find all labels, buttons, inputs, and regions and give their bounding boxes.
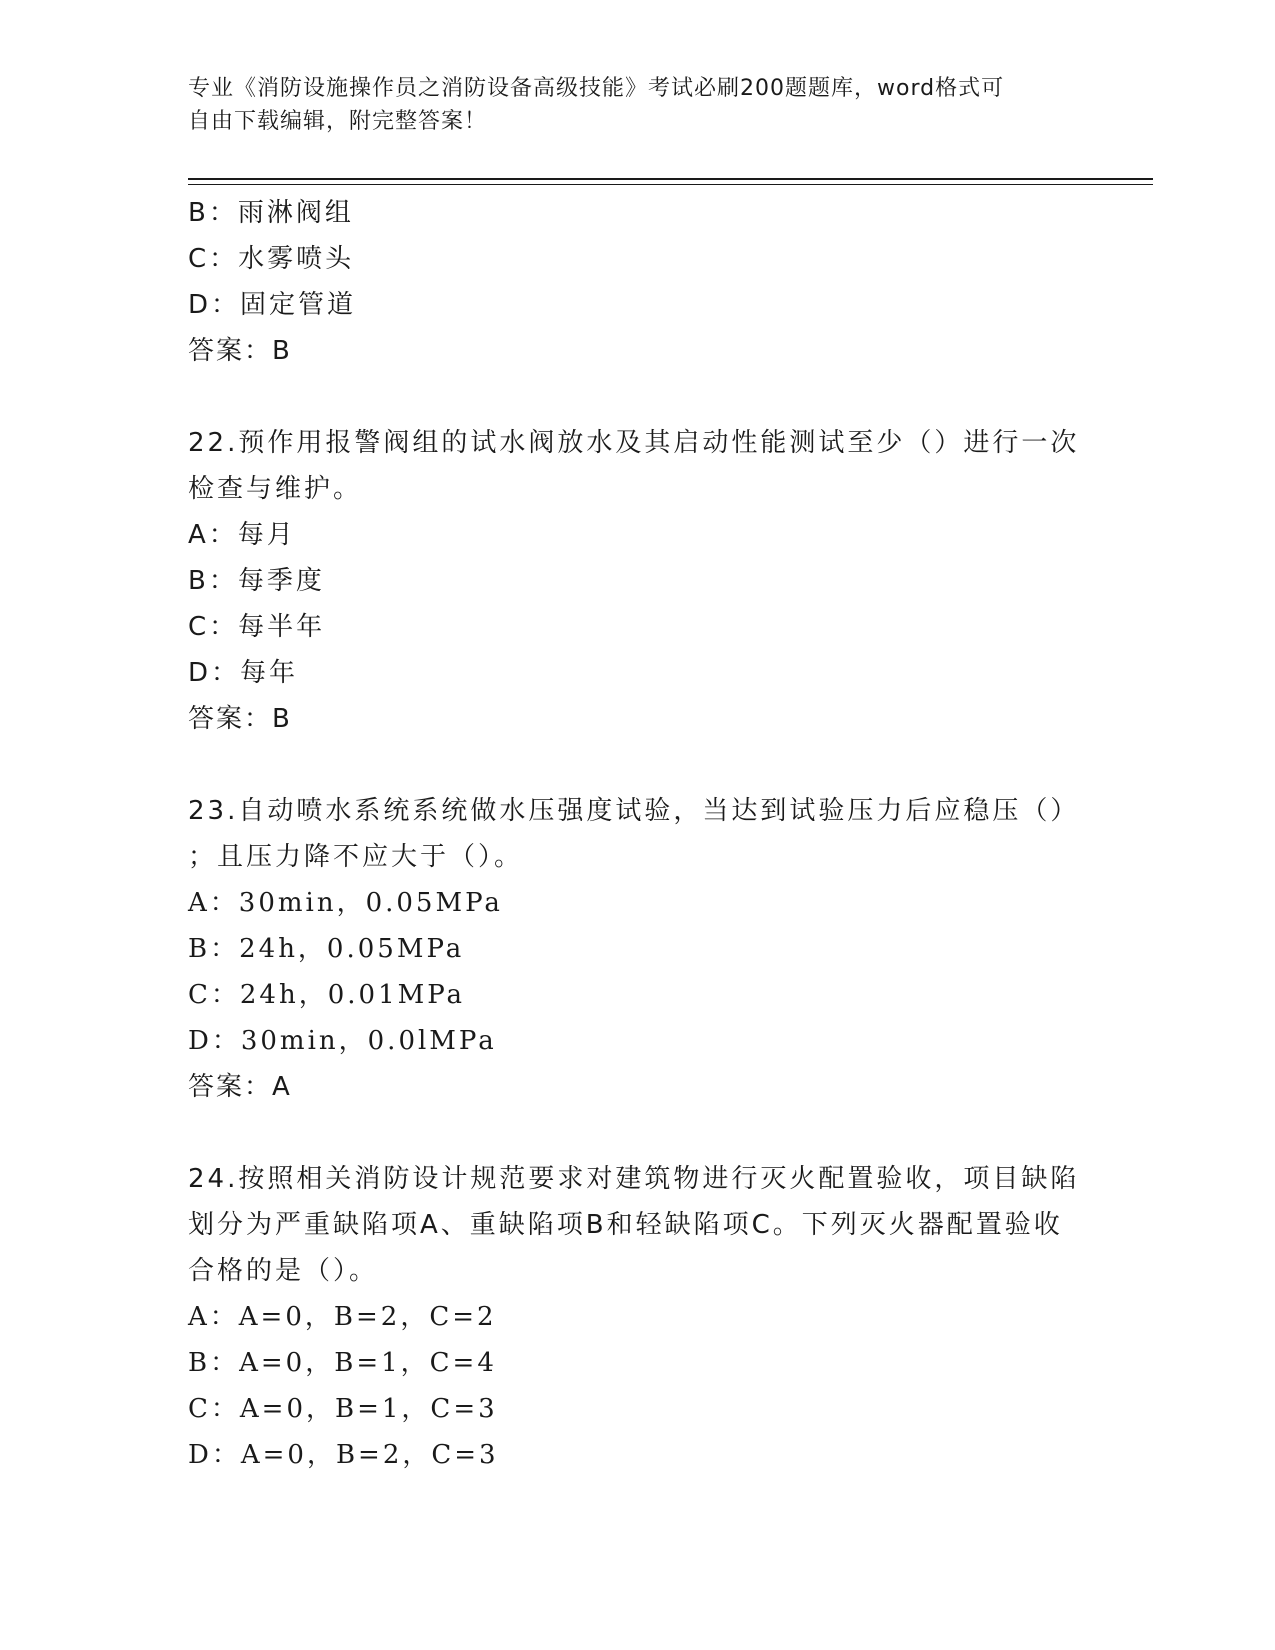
option-a: A：30min，0.05MPa	[188, 888, 503, 918]
option-c: C：水雾喷头	[188, 244, 355, 274]
option-b: B：24h，0.05MPa	[188, 934, 465, 964]
option-c: C：24h，0.01MPa	[188, 980, 466, 1010]
question-text-line: 22.预作用报警阀组的试水阀放水及其启动性能测试至少（）进行一次	[188, 428, 1080, 458]
question-text-line: 划分为严重缺陷项A、重缺陷项B和轻缺陷项C。下列灭火器配置验收	[188, 1210, 1063, 1240]
header-line-1: 专业《消防设施操作员之消防设备高级技能》考试必刷200题题库，word格式可	[188, 76, 1005, 101]
question-text-line: ；且压力降不应大于（）。	[188, 842, 524, 872]
document-header	[188, 72, 1068, 138]
header-line-2: 自由下载编辑，附完整答案！	[188, 109, 488, 134]
header-rule-thick	[188, 178, 1153, 180]
option-d: D：30min，0.0lMPa	[188, 1026, 497, 1056]
answer: 答案：B	[188, 704, 292, 734]
spacer	[188, 374, 1078, 420]
question-23	[188, 788, 1078, 1110]
option-c: C：A=0，B=1，C=3	[188, 1394, 498, 1424]
question-text-line: 24.按照相关消防设计规范要求对建筑物进行灭火配置验收，项目缺陷	[188, 1164, 1080, 1194]
header-rule-thin	[188, 184, 1153, 185]
question-text-line: 检查与维护。	[188, 474, 363, 504]
spacer	[188, 1110, 1078, 1156]
question-list	[188, 190, 1078, 1478]
option-a: A：每月	[188, 520, 296, 550]
option-b: B：A=0，B=1，C=4	[188, 1348, 497, 1378]
option-d: D：每年	[188, 658, 299, 688]
question-21-tail	[188, 190, 1078, 374]
answer: 答案：B	[188, 336, 292, 366]
option-c: C：每半年	[188, 612, 326, 642]
spacer	[188, 742, 1078, 788]
question-text-line: 合格的是（）。	[188, 1256, 379, 1286]
answer: 答案：A	[188, 1072, 292, 1102]
question-text-line: 23.自动喷水系统系统做水压强度试验，当达到试验压力后应稳压（）	[188, 796, 1080, 826]
option-b: B：雨淋阀组	[188, 198, 354, 228]
question-24	[188, 1156, 1078, 1478]
question-22	[188, 420, 1078, 742]
option-b: B：每季度	[188, 566, 325, 596]
option-d: D：A=0，B=2，C=3	[188, 1440, 499, 1470]
option-a: A：A=0，B=2，C=2	[188, 1302, 497, 1332]
option-d: D：固定管道	[188, 290, 357, 320]
